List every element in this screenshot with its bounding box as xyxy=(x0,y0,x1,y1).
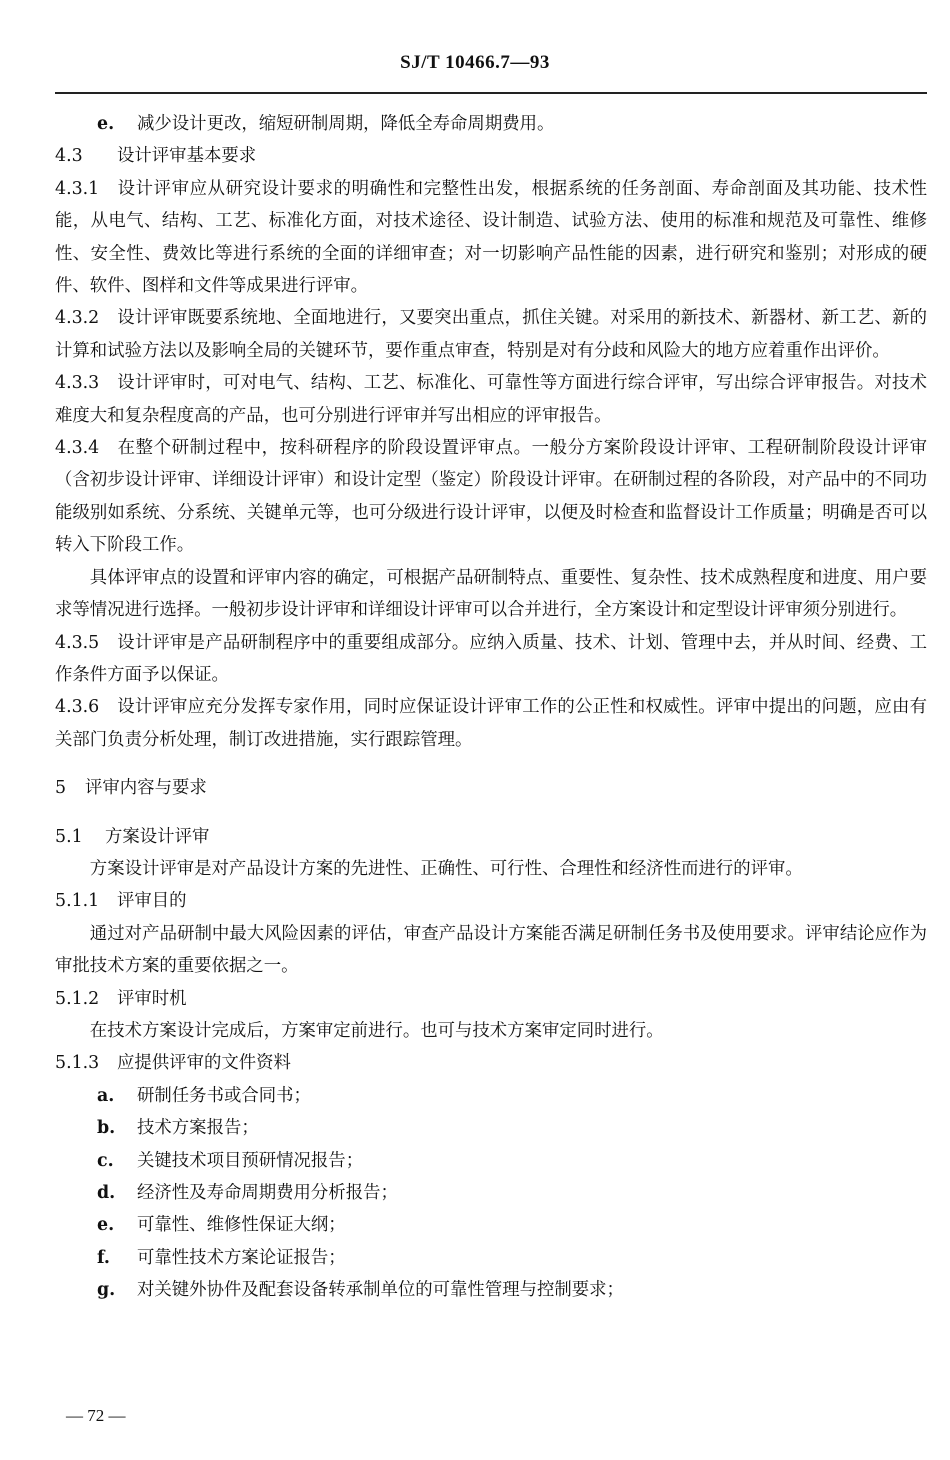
clause-text: 设计评审应从研究设计要求的明确性和完整性出发，根据系统的任务剖面、寿命剖面及其功能、技术性能，从电气、结构、工艺、标准化方面，对技术途径、设计制造、试验方法、使用的标准和规范及可靠性、维修性、安全性、费效比等进行系统的全面的详细审查；对一切影响产品性能的因素，进行研究和鉴别；对形成的硬件、软件、图样和文件等成果进行评审。 xyxy=(55,178,927,297)
section-title: 设计评审基本要求 xyxy=(117,146,257,167)
list-item-label: g. xyxy=(97,1280,116,1301)
section-title: 评审内容与要求 xyxy=(85,778,207,799)
clause-4-3-2 xyxy=(55,302,927,367)
clause-number: 4.3.4 xyxy=(55,438,100,459)
list-item-g xyxy=(55,1274,927,1306)
clause-title: 评审目的 xyxy=(117,891,187,912)
clause-number: 5.1.1 xyxy=(55,891,100,912)
section-5-heading xyxy=(55,772,927,804)
list-item-label: c. xyxy=(97,1150,114,1171)
clause-text: 设计评审时，可对电气、结构、工艺、标准化、可靠性等方面进行综合评审，写出综合评审报告。对技术难度大和复杂程度高的产品，也可分别进行评审并写出相应的评审报告。 xyxy=(55,373,927,426)
clause-number: 4.3.2 xyxy=(55,308,100,329)
clause-number: 5.1.3 xyxy=(55,1053,100,1074)
list-item-text: 关键技术项目预研情况报告； xyxy=(137,1150,364,1171)
section-number: 4.3 xyxy=(55,146,83,167)
clause-4-3-4-paragraph: 具体评审点的设置和评审内容的确定，可根据产品研制特点、重要性、复杂性、技术成熟程度和进度、用户要求等情况进行选择。一般初步设计评审和详细设计评审可以合并进行，全方案设计和定型设计评审须分别进行。 xyxy=(55,567,927,621)
clause-number: 4.3.3 xyxy=(55,373,100,394)
list-item-d xyxy=(55,1177,927,1209)
list-item-a xyxy=(55,1080,927,1112)
list-item-label: e. xyxy=(97,114,115,134)
list-item-f xyxy=(55,1242,927,1274)
clause-4-3-4 xyxy=(55,432,927,562)
list-item-label: e. xyxy=(97,1215,115,1236)
section-title: 方案设计评审 xyxy=(105,826,210,847)
clause-4-3-3 xyxy=(55,367,927,432)
clause-5-1-3-heading xyxy=(55,1047,927,1079)
section-number: 5 xyxy=(55,778,67,799)
section-5-1-paragraph: 方案设计评审是对产品设计方案的先进性、正确性、可行性、合理性和经济性而进行的评审。 xyxy=(89,858,803,879)
clause-number: 5.1.2 xyxy=(55,988,100,1009)
list-item-text: 研制任务书或合同书； xyxy=(137,1085,311,1106)
clause-number: 4.3.1 xyxy=(55,178,100,199)
page-number: — 72 — xyxy=(66,1406,126,1425)
list-item-label: d. xyxy=(97,1183,116,1203)
list-item-b xyxy=(55,1112,927,1144)
clause-5-1-2-heading xyxy=(55,983,927,1015)
list-item-e-top xyxy=(55,108,927,140)
section-number: 5.1 xyxy=(55,826,83,847)
clause-title: 评审时机 xyxy=(117,988,187,1009)
clause-4-3-5 xyxy=(55,627,927,692)
list-item-label: b. xyxy=(97,1118,116,1139)
list-item-e xyxy=(55,1209,927,1241)
list-item-text: 经济性及寿命周期费用分析报告； xyxy=(137,1183,398,1203)
list-item-label: a. xyxy=(97,1085,115,1106)
clause-title: 应提供评审的文件资料 xyxy=(117,1053,291,1074)
section-4-3-heading xyxy=(55,140,927,172)
list-item-label: f. xyxy=(97,1247,110,1268)
clause-4-3-6 xyxy=(55,691,927,756)
list-item-text: 可靠性技术方案论证报告； xyxy=(137,1247,346,1268)
list-item-text: 减少设计更改，缩短研制周期，降低全寿命周期费用。 xyxy=(137,114,555,134)
clause-text: 设计评审既要系统地、全面地进行，又要突出重点，抓住关键。对采用的新技术、新器材、新工艺、新的计算和试验方法以及影响全局的关键环节，要作重点审查，特别是对有分歧和风险大的地方应着重作出评价。 xyxy=(55,308,927,361)
clause-text: 在整个研制过程中，按科研程序的阶段设置评审点。一般分方案阶段设计评审、工程研制阶段设计评审（含初步设计评审、详细设计评审）和设计定型（鉴定）阶段设计评审。在研制过程的各阶段，对产品中的不同功能级别如系统、分系统、关键单元等，也可分级进行设计评审，以便及时检查和监督设计工作质量；明确是否可以转入下阶段工作。 xyxy=(55,438,927,556)
clause-number: 4.3.5 xyxy=(55,632,100,653)
clause-5-1-1-heading xyxy=(55,885,927,917)
clause-text: 设计评审是产品研制程序中的重要组成部分。应纳入质量、技术、计划、管理中去，并从时间、经费、工作条件方面予以保证。 xyxy=(55,632,927,685)
list-item-text: 技术方案报告； xyxy=(137,1118,259,1139)
clause-text: 设计评审应充分发挥专家作用，同时应保证设计评审工作的公正性和权威性。评审中提出的问题，应由有关部门负责分析处理，制订改进措施，实行跟踪管理。 xyxy=(55,697,927,750)
document-body xyxy=(55,108,927,1307)
header-rule xyxy=(55,92,927,94)
list-item-text: 可靠性、维修性保证大纲； xyxy=(137,1215,346,1236)
section-5-1-heading xyxy=(55,821,927,853)
clause-5-1-1-paragraph: 通过对产品研制中最大风险因素的评估，审查产品设计方案能否满足研制任务书及使用要求。评审结论应作为审批技术方案的重要依据之一。 xyxy=(55,923,927,977)
clause-4-3-1 xyxy=(55,173,927,303)
clause-number: 4.3.6 xyxy=(55,697,100,718)
list-item-c xyxy=(55,1145,927,1177)
clause-5-1-2-paragraph: 在技术方案设计完成后，方案审定前进行。也可与技术方案审定同时进行。 xyxy=(89,1020,664,1041)
standard-header: SJ/T 10466.7—93 xyxy=(400,52,550,73)
list-item-text: 对关键外协件及配套设备转承制单位的可靠性管理与控制要求； xyxy=(137,1280,624,1301)
